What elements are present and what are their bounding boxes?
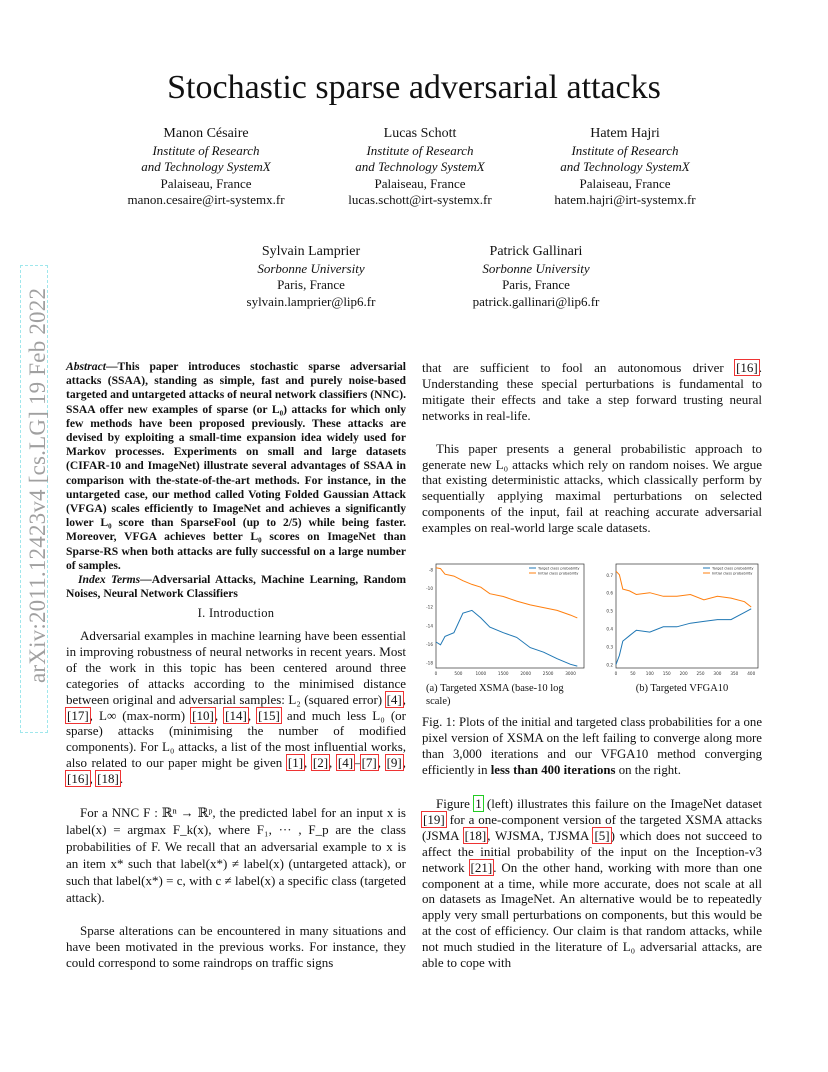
y-tick-label: -16: [426, 641, 433, 647]
x-tick-label: 3000: [565, 671, 576, 676]
author-affiliation: Institute of Research: [366, 142, 474, 158]
y-tick-label: 0.2: [606, 662, 613, 668]
x-tick-label: 1000: [475, 671, 487, 676]
figure-1: [422, 560, 762, 707]
legend-label: Target class probability: [712, 566, 754, 571]
abstract-text: —This paper introduces stochastic sparse adversarial attacks (SSAA), standing as simple, fast and purely noise-based targeted and untargeted attacks of neural network classifiers (NNC). SSAA offer new examples of sparse (or L₀) attacks for which only few methods have been proposed previously. These attacks are devised by exploiting a small-time expansion idea widely used for Markov processes. Experiments on small and large datasets (CIFAR-10 and ImageNet) illustrate several advantages of SSAA in comparison with the-state-of-the-art methods. For instance, in the untargeted case, our method called Voting Folded Gaussian Attack (VFGA) scales efficiently to ImageNet and achieves a significantly lower L₀ score than SparseFool (up to 2/5) while being faster. Moreover, VFGA achieves better L₀ scores on ImageNet than Sparse-RS when both attacks are fully successful on a large number of samples.: [66, 360, 406, 572]
author-city: Palaiseau, France: [374, 175, 466, 191]
citation-link[interactable]: [10]: [192, 707, 214, 723]
author-name: Hatem Hajri: [590, 126, 660, 141]
paper-title: Stochastic sparse adversarial attacks: [167, 69, 661, 106]
series-line: [436, 610, 577, 666]
author-email[interactable]: hatem.hajri@irt-systemx.fr: [554, 192, 696, 207]
plot-frame: [436, 564, 584, 668]
figure-caption: [422, 714, 762, 778]
author-affiliation: and Technology SystemX: [560, 159, 690, 174]
x-tick-label: 0: [434, 671, 438, 676]
author-city: Palaiseau, France: [579, 175, 671, 191]
x-tick-label: 500: [454, 671, 463, 676]
author-email[interactable]: manon.cesaire@irt-systemx.fr: [127, 192, 285, 207]
intro-paragraph-3: Sparse alterations can be encountered in many situations and have been motivated in the previous works. For instance, they could correspond to some raindrops on traffic signs: [66, 923, 406, 970]
x-tick-label: 100: [645, 671, 654, 676]
author-block-5: [426, 244, 646, 310]
legend-label: Target class probability: [538, 566, 580, 571]
x-tick-label: 2000: [520, 671, 532, 676]
paragraph-text: Figure: [436, 796, 470, 811]
author-block-4: [201, 244, 421, 310]
citation-link[interactable]: [17]: [67, 707, 89, 723]
subcaption-a: (a) Targeted XSMA (base-10 log scale): [426, 683, 564, 707]
author-affiliation: Sorbonne University: [482, 260, 590, 276]
y-tick-label: -18: [426, 660, 433, 666]
author-block-1: [96, 126, 316, 209]
index-terms: [66, 573, 406, 601]
author-email[interactable]: sylvain.lamprier@lip6.fr: [246, 293, 376, 309]
paragraph-text: for a one-component version of the targeted XSMA attacks (JSMA: [422, 811, 763, 843]
x-tick-label: 50: [630, 671, 636, 676]
right-body-top: [422, 360, 762, 536]
series-line: [616, 609, 751, 665]
section-heading: I. Introduction: [197, 606, 275, 620]
chart-vfga10: [602, 560, 762, 678]
citation-link[interactable]: [19]: [423, 811, 445, 827]
right-body-bottom: [422, 796, 762, 971]
paragraph-text: , WJSMA, TJSMA: [487, 827, 589, 843]
y-tick-label: 0.5: [606, 608, 613, 614]
legend-label: Initial class probability: [712, 571, 753, 576]
author-affiliation: and Technology SystemX: [141, 159, 271, 174]
caption-text: on the right.: [618, 763, 681, 777]
citation-link[interactable]: [18]: [97, 771, 119, 787]
author-affiliation: and Technology SystemX: [355, 159, 485, 174]
intro-paragraph-1: Adversarial examples in machine learning have been essential in improving robustness of neural networks in recent years. Most of the work in this topic has been centered around three categories of attacks according to the minimised distance between original and adversarial samples: L₂ (squared error) [4], [17], L∞ (max-norm) [10], [14], [15] and much less L₀ (or sparse) attacks (minimising the number of modified components). For L₀ attacks, a list of the most influential works, also related to our paper might be given [1], [2], [4]–[7], [9], [16], [18].: [66, 628, 406, 787]
citation-link[interactable]: [4]: [337, 755, 354, 771]
y-tick-label: 0.6: [606, 590, 613, 596]
citation-link[interactable]: [4]: [386, 691, 402, 707]
citation-link[interactable]: [2]: [312, 755, 329, 771]
series-line: [616, 571, 751, 607]
x-tick-label: 300: [713, 671, 722, 676]
citation-link[interactable]: [18]: [464, 827, 487, 843]
x-tick-label: 200: [679, 671, 688, 676]
paragraph-text: that are sufficient to fool an autonomous driver: [422, 360, 724, 375]
paragraph-text: ) which does not succeed to affect the initial probability of the input on the Inception-v3 network: [422, 827, 763, 875]
citation-link[interactable]: [5]: [594, 827, 610, 843]
abstract-label: Abstract: [66, 360, 106, 373]
caption-bold: less than 400 iterations: [490, 763, 616, 777]
paragraph-text: Understanding these special perturbations is fundamental to mitigate their effects and take a step forward trusting neural networks in real-life.: [422, 375, 762, 423]
index-terms-text: —Adversarial Attacks, Machine Learning, Random Noises, Neural Network Classifiers: [66, 573, 406, 601]
author-email[interactable]: lucas.schott@irt-systemx.fr: [348, 192, 492, 207]
x-tick-label: 250: [696, 671, 705, 676]
caption-text: Fig. 1: Plots of the initial and targeted class probabilities for a one pixel version of XSMA on the left failing to converge along more than 3,000 iterations and our VFGA10 method converging efficiently in: [422, 715, 762, 777]
author-affiliation: Institute of Research: [571, 142, 679, 158]
y-tick-label: 0.3: [606, 644, 613, 650]
citation-link[interactable]: [21]: [470, 859, 493, 875]
author-name: Manon Césaire: [163, 126, 249, 141]
index-terms-label: Index Terms: [78, 573, 141, 587]
paragraph-text: L∞ (max-norm): [99, 707, 186, 723]
author-affiliation: Sorbonne University: [257, 260, 365, 276]
x-tick-label: 0: [614, 671, 618, 676]
left-body: [66, 628, 406, 971]
author-city: Palaiseau, France: [160, 175, 252, 191]
author-city: Paris, France: [502, 277, 570, 292]
author-email[interactable]: patrick.gallinari@lip6.fr: [472, 293, 600, 309]
abstract: [66, 360, 406, 601]
paragraph-text: . On the other hand, working with more than one component at a time, while more accurate, does not scale at all on datasets as ImageNet. An alternative would be to repeatedly apply very small perturbations on components, but this would be at the cost of efficiency. Our claim is that random attacks, while not much studied in the literature of L₀ adversarial attacks, are able to cope with: [422, 859, 762, 971]
y-tick-label: -14: [426, 623, 433, 629]
author-block-2: [310, 126, 530, 209]
citation-link[interactable]: [16]: [67, 771, 89, 787]
subcaption-b: (b) Targeted VFGA10: [635, 683, 729, 694]
paragraph-text: Adversarial examples in machine learning have been essential in improving robustness of neural networks in recent years. Most of the work in this topic has been centered around three categories of attacks according to the minimised distance between original and adversarial samples:: [66, 628, 406, 707]
y-tick-label: -8: [428, 567, 433, 573]
y-tick-label: -10: [426, 586, 433, 592]
y-tick-label: 0.4: [606, 626, 613, 632]
right-paragraph-3: [422, 796, 762, 971]
x-tick-label: 400: [747, 671, 756, 676]
author-name: Patrick Gallinari: [489, 244, 583, 259]
author-city: Paris, France: [277, 277, 345, 292]
author-block-3: [515, 126, 735, 209]
chart-xsma: [422, 560, 590, 678]
y-tick-label: 0.7: [606, 572, 613, 578]
citation-link[interactable]: [16]: [736, 360, 758, 375]
citation-link[interactable]: [7]: [361, 755, 377, 771]
citation-link[interactable]: [9]: [386, 755, 402, 771]
author-name: Sylvain Lamprier: [261, 244, 361, 259]
arxiv-stamp: arXiv:2011.12423v4 [cs.LG] 19 Feb 2022: [25, 287, 50, 683]
figure-link[interactable]: 1: [475, 796, 482, 811]
x-tick-label: 150: [662, 671, 671, 676]
author-affiliation: Institute of Research: [152, 142, 260, 158]
intro-paragraph-2: For a NNC F : ℝⁿ → ℝᵖ, the predicted label for an input x is label(x) = argmax F_k(x), where F₁, ··· , F_p are the class probabilities of F. We recall that an adversarial example to x is an item x* such that label(x*) ≠ label(x) (untargeted attack), or such that label(x*) = c, with c ≠ label(x) a specific class (targeted attack).: [66, 805, 406, 906]
paragraph-text: L₂ (squared error): [288, 691, 383, 707]
x-tick-label: 350: [730, 671, 739, 676]
right-paragraph-1: that are sufficient to fool an autonomous driver [16]. Understanding these special perturbations is fundamental to mitigate their effects and take a step forward trusting neural networks in real-life.: [422, 360, 763, 423]
paragraph-text: (left) illustrates this failure on the ImageNet dataset: [486, 796, 762, 811]
citation-link[interactable]: [15]: [258, 707, 280, 723]
author-name: Lucas Schott: [383, 126, 457, 141]
x-tick-label: 1500: [497, 671, 509, 676]
legend-label: Initial class probability: [538, 571, 579, 576]
y-tick-label: -12: [426, 604, 433, 610]
right-paragraph-2: This paper presents a general probabilistic approach to generate new L₀ attacks which rely on random noises. We argue that existing deterministic attacks, which classically perform by sequentially applying maximal perturbations on selected components of the input, fail at reaching accurate adversarial examples on real-world large scale datasets.: [422, 440, 762, 536]
x-tick-label: 2500: [542, 671, 554, 676]
paragraph-text: and much less L₀ (or sparse) attacks (minimising the number of modified components). For L₀ attacks, a list of the most influential works, also related to our paper might be given: [66, 707, 406, 771]
citation-link[interactable]: [1]: [287, 755, 304, 771]
citation-link[interactable]: [14]: [225, 707, 247, 723]
